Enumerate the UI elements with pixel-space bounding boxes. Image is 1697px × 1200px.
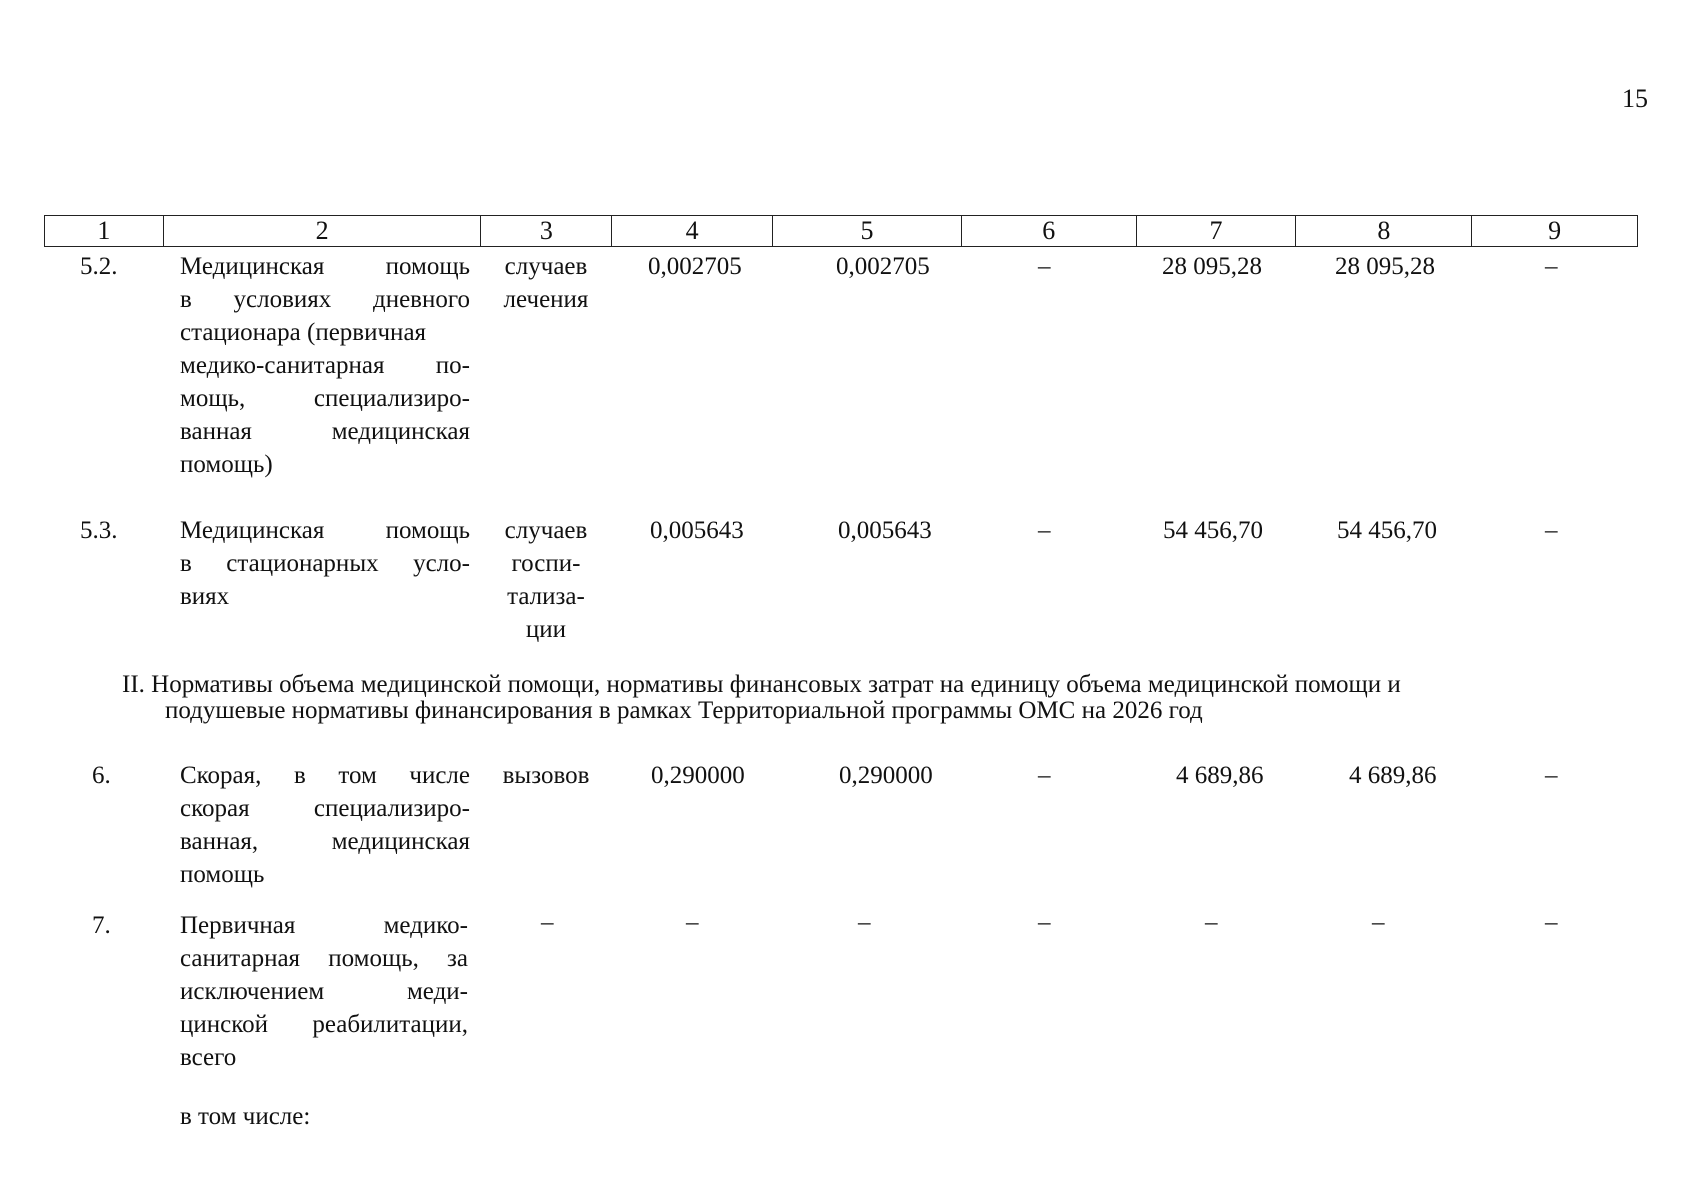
unit-line: случаев xyxy=(504,253,588,280)
cell-col-4: 0,002705 xyxy=(648,253,742,280)
cell-col-6: – xyxy=(1038,517,1051,544)
description-line: помощь) xyxy=(180,451,273,478)
cell-col-9: – xyxy=(1545,762,1558,789)
description-line: цинской реабилитации, xyxy=(180,1011,468,1038)
unit-line: тализа- xyxy=(507,583,585,610)
description-line: Скорая, в том числе xyxy=(180,762,470,789)
unit-line: ции xyxy=(525,616,567,643)
cell-col-8: 54 456,70 xyxy=(1337,517,1437,544)
cell-col-7: 54 456,70 xyxy=(1163,517,1263,544)
cell-col-5: 0,002705 xyxy=(836,253,930,280)
description-line: санитарная помощь, за xyxy=(180,945,468,972)
including-label: в том числе: xyxy=(180,1103,311,1130)
page-number: 15 xyxy=(1622,84,1648,113)
cell-col-9: – xyxy=(1545,517,1558,544)
description-line: всего xyxy=(180,1044,237,1071)
description-line: стационара (первичная xyxy=(180,319,427,346)
row-number: 5.3. xyxy=(80,517,118,544)
row-number: 5.2. xyxy=(80,253,118,280)
description-line: Медицинская помощь xyxy=(180,253,470,280)
description-line: в стационарных усло- xyxy=(180,550,470,577)
table-header-row xyxy=(44,215,1638,247)
description-line: в условиях дневного xyxy=(180,286,470,313)
unit-line: лечения xyxy=(503,286,589,313)
cell-col-9: – xyxy=(1545,253,1558,280)
description-line: помощь xyxy=(180,861,265,888)
row-unit xyxy=(491,250,601,316)
header-col-3: 3 xyxy=(481,216,612,246)
cell-col-4: – xyxy=(686,909,699,936)
cell-col-7: 28 095,28 xyxy=(1162,253,1262,280)
row-description xyxy=(180,759,470,891)
header-col-9: 9 xyxy=(1548,216,1562,245)
header-col-2: 2 xyxy=(164,216,482,246)
header-col-4: 4 xyxy=(612,216,773,246)
section-heading-line: подушевые нормативы финансирования в рамках Территориальной программы ОМС на 2026 год xyxy=(165,697,1203,724)
row-description xyxy=(180,514,470,613)
cell-col-8: 4 689,86 xyxy=(1349,762,1437,789)
cell-col-5: 0,290000 xyxy=(839,762,933,789)
header-col-5: 5 xyxy=(773,216,962,246)
header-col-1: 1 xyxy=(45,216,164,246)
row-unit: вызовов xyxy=(502,762,590,789)
cell-col-3: – xyxy=(541,909,554,936)
row-description xyxy=(180,250,470,481)
cell-col-7: – xyxy=(1205,909,1218,936)
header-col-8: 8 xyxy=(1296,216,1472,246)
cell-col-5: 0,005643 xyxy=(838,517,932,544)
row-unit xyxy=(491,514,601,646)
cell-col-7: 4 689,86 xyxy=(1176,762,1264,789)
cell-col-4: 0,290000 xyxy=(651,762,745,789)
description-line: ванная, медицинская xyxy=(180,828,470,855)
description-line: исключением меди- xyxy=(180,978,468,1005)
cell-col-4: 0,005643 xyxy=(650,517,744,544)
description-line: ванная медицинская xyxy=(180,418,470,445)
section-heading xyxy=(122,672,1642,724)
cell-col-6: – xyxy=(1038,762,1051,789)
description-line: медико-санитарная по- xyxy=(180,352,470,379)
unit-line: госпи- xyxy=(511,550,581,577)
unit-line: случаев xyxy=(504,517,588,544)
description-line: Первичная медико- xyxy=(180,912,468,939)
cell-col-5: – xyxy=(858,909,871,936)
row-number: 6. xyxy=(92,762,111,789)
cell-col-6: – xyxy=(1038,253,1051,280)
section-heading-line: II. Нормативы объема медицинской помощи, нормативы финансовых затрат на единицу объема медицинской помощи и xyxy=(122,671,1401,698)
description-line: Медицинская помощь xyxy=(180,517,470,544)
description-line: виях xyxy=(180,583,230,610)
cell-col-8: 28 095,28 xyxy=(1335,253,1435,280)
header-col-7: 7 xyxy=(1137,216,1297,246)
description-line: мощь, специализиро- xyxy=(180,385,470,412)
row-description xyxy=(180,909,468,1074)
description-line: скорая специализиро- xyxy=(180,795,470,822)
header-col-6: 6 xyxy=(962,216,1137,246)
cell-col-8: – xyxy=(1372,909,1385,936)
row-number: 7. xyxy=(92,912,111,939)
cell-col-6: – xyxy=(1038,909,1051,936)
cell-col-9: – xyxy=(1545,909,1558,936)
